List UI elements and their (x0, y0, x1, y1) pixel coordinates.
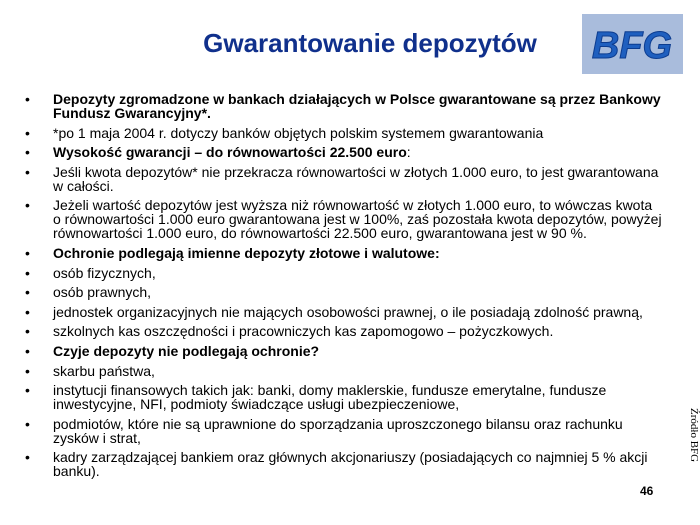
bfg-logo (582, 14, 683, 74)
bullet-text: Wysokość gwarancji – do równowartości 22.500 euro (53, 144, 407, 161)
bullet-text: *po 1 maja 2004 r. dotyczy banków objętych polskim systemem gwarantowania (53, 124, 544, 141)
bullet-item (22, 285, 662, 299)
bullet-item (22, 126, 662, 140)
bullet-item (22, 198, 662, 240)
bullet-item (22, 92, 662, 120)
slide-title: Gwarantowanie depozytów (203, 28, 537, 58)
bullet-text: kadry zarządzającej bankiem oraz głównych akcjonariuszy (posiadających co najmniej 5 % akcji banku). (53, 449, 648, 480)
bullet-item (22, 364, 662, 378)
bullet-text: Czyje depozyty nie podlegają ochronie? (53, 342, 320, 359)
bullet-suffix: : (406, 144, 411, 161)
bullet-text: Depozyty zgromadzone w bankach działających w Polsce gwarantowane są przez Bankowy Fundusz Gwarancyjny*. (53, 91, 661, 121)
bullet-item (22, 145, 662, 159)
bfg-logo-graphic (582, 14, 683, 74)
bullet-item (22, 246, 662, 260)
bullet-text: Jeśli kwota depozytów* nie przekracza równowartości w złotych 1.000 euro, to jest gwarantowana w całości. (53, 163, 659, 194)
bullet-item (22, 305, 662, 319)
bullet-item (22, 165, 662, 193)
bullet-item (22, 266, 662, 280)
bfg-logo-text: BFG (591, 25, 673, 67)
source-note: Źródło BFG (688, 408, 700, 463)
bullet-text: Jeżeli wartość depozytów jest wyższa niż równowartość w złotych 1.000 euro, to wówczas kwota o równowartości 1.000 euro gwarantowana jest w 100%, zaś pozostała kwota depozytów, powyżej równowartości 1.000 euro, do równowartości 22.500 euro, gwarantowana jest w 90 %. (53, 197, 662, 242)
bullet-text: osób fizycznych, (53, 264, 156, 281)
bullet-text: Ochronie podlegają imienne depozyty złotowe i walutowe: (53, 244, 440, 261)
bullet-item (22, 324, 662, 338)
bullet-text: jednostek organizacyjnych nie mających osobowości prawnej, o ile posiadają zdolność prawną, (53, 303, 643, 320)
bullet-text: instytucji finansowych takich jak: banki, domy maklerskie, fundusze emerytalne, fundusze inwestycyjne, NFI, podmioty świadczące usługi ubezpieczeniowe, (53, 382, 607, 413)
bullet-text: skarbu państwa, (53, 362, 155, 379)
page-number: 46 (640, 484, 654, 498)
bullet-text: szkolnych kas oszczędności i pracowniczych kas zapomogowo – pożyczkowych. (53, 323, 554, 340)
bullet-text: osób prawnych, (53, 284, 152, 301)
bullet-item (22, 344, 662, 358)
bullet-item (22, 417, 662, 445)
bullet-item (22, 383, 662, 411)
bullet-item (22, 450, 662, 478)
bullet-text: podmiotów, które nie są uprawnione do sporządzania uproszczonego bilansu oraz rachunku zysków i strat, (53, 415, 623, 446)
bullet-list (22, 92, 662, 484)
